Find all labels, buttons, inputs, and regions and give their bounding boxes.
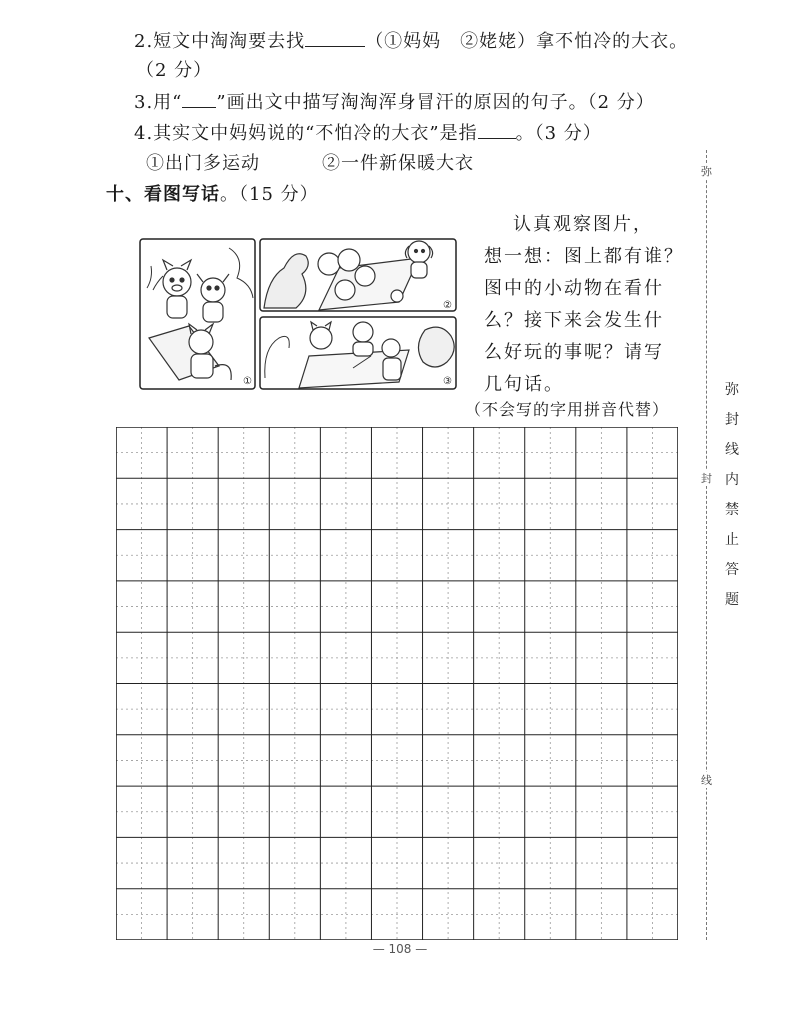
answer-blank-q4[interactable] <box>478 120 516 139</box>
underline-sample-q3 <box>182 89 216 108</box>
binding-mark-bottom: 线 <box>701 774 712 787</box>
question-3: 3.用“ ”画出文中描写淘淘浑身冒汗的原因的句子。（2 分） <box>134 89 655 116</box>
question-2-score: （2 分） <box>136 60 213 81</box>
question-4: 4.其实文中妈妈说的“不怕冷的大衣”是指 。（3 分） <box>134 120 602 147</box>
prompt-line-1: 认真观察图片， <box>513 214 653 235</box>
prompt-line-4: 么？接下来会发生什 <box>484 310 664 331</box>
pinyin-note: （不会写的字用拼音代替） <box>465 400 670 419</box>
panel-1-drawing <box>147 248 253 380</box>
panel-3-drawing <box>265 322 454 388</box>
binding-mark-top: 弥 <box>701 165 712 178</box>
prompt-line-2: 想一想：图上都有谁？ <box>484 246 684 267</box>
prompt-line-6: 几句话。 <box>484 374 564 395</box>
binding-mark-mid: 封 <box>701 472 712 485</box>
option-2: ②一件新保暖大衣 <box>322 153 474 174</box>
prompt-line-5: 么好玩的事呢？请写 <box>484 342 664 363</box>
page-number: — 108 — <box>372 942 428 956</box>
section-10-heading <box>106 182 319 208</box>
panel-1-label: ① <box>243 376 252 387</box>
comic-illustration <box>139 238 457 390</box>
binding-vertical-text: 弥 封 线 内 禁 止 答 题 <box>725 382 739 608</box>
panel-2-drawing <box>264 241 433 310</box>
option-1: ①出门多运动 <box>146 153 260 174</box>
binding-line <box>706 150 707 940</box>
section-score: 。（15 分） <box>220 184 319 205</box>
section-title: 十、看图写话 <box>106 184 220 205</box>
question-2: 2.短文中淘淘要去找 （①妈妈 ②姥姥）拿不怕冷的大衣。 <box>134 28 688 55</box>
prompt-line-3: 图中的小动物在看什 <box>484 278 664 299</box>
answer-blank-q2[interactable] <box>305 28 365 47</box>
panel-3-label: ③ <box>443 376 452 387</box>
question-4-options <box>146 151 474 177</box>
panel-2-label: ② <box>443 300 452 311</box>
writing-grid[interactable] <box>116 427 678 940</box>
